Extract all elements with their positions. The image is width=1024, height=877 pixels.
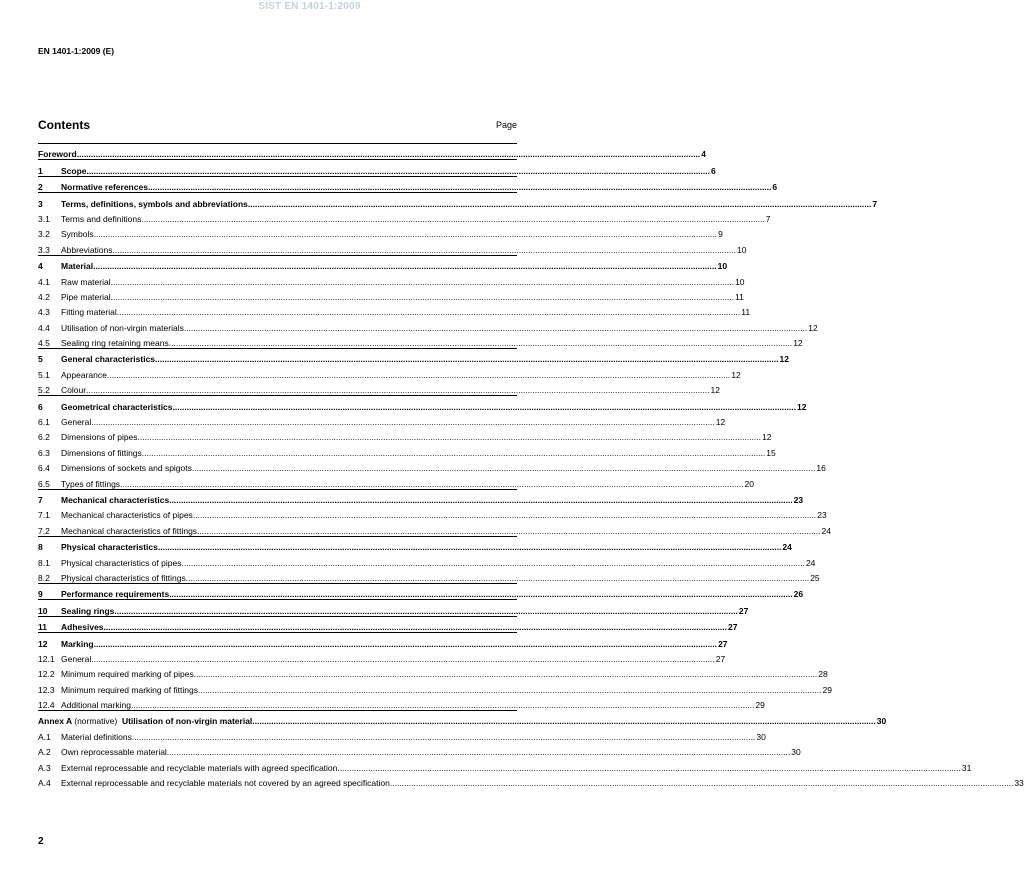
toc-entry-number: 5.2 (38, 385, 50, 396)
toc-entry-number: 12.3 (38, 684, 55, 695)
toc-entry-number: 7.2 (38, 525, 50, 536)
toc-entry-title: Foreword (38, 149, 77, 160)
toc-entry-page: 12 (808, 322, 818, 333)
toc-entry-number: 12.2 (38, 669, 55, 680)
page-number: 2 (38, 836, 44, 847)
toc-entry-page: 15 (766, 447, 776, 458)
toc-entry-title: Dimensions of sockets and spigots (61, 463, 192, 474)
toc-entry-title: Physical characteristics of fittings (61, 572, 186, 583)
toc-entry-page: 10 (717, 261, 728, 272)
toc-entry-number: 4.2 (38, 291, 50, 302)
dot-leader (107, 370, 730, 380)
toc-entry[interactable] (38, 458, 826, 474)
toc-entry[interactable] (38, 536, 792, 553)
toc-entry[interactable] (38, 473, 754, 489)
toc-entry-number: 12.4 (38, 700, 55, 711)
dot-leader (169, 589, 792, 599)
toc-entry-number: 7 (38, 494, 43, 505)
dot-leader (104, 622, 727, 632)
toc-entry[interactable] (38, 520, 831, 536)
toc-entry-title: Adhesives (61, 622, 104, 633)
annex-title: Utilisation of non-virgin material (121, 716, 253, 727)
toc-entry[interactable] (38, 679, 832, 695)
contents-title: Contents (38, 118, 90, 132)
toc-entry-title: Physical characteristics of pipes (61, 557, 182, 568)
toc-entry-title: Minimum required marking of fittings (61, 684, 198, 695)
dot-leader (91, 417, 714, 427)
toc-entry-page: 24 (782, 542, 792, 553)
dot-leader (141, 214, 764, 224)
toc-entry-page: 11 (741, 307, 751, 318)
toc-entry[interactable] (38, 427, 772, 443)
dot-leader (193, 510, 816, 520)
annex-label: Annex A (38, 716, 72, 727)
dot-leader (186, 573, 809, 583)
toc-entry[interactable] (38, 255, 728, 272)
toc-entry[interactable] (38, 412, 726, 428)
toc-entry-title: Geometrical characteristics (61, 401, 173, 412)
toc-entry[interactable] (38, 599, 749, 616)
toc-entry-number: 10 (38, 605, 48, 616)
toc-entry-number: 4.1 (38, 276, 50, 287)
toc-entry-page: 31 (961, 762, 972, 773)
toc-entry-page: 6 (710, 165, 716, 176)
toc-entry-page: 12 (796, 401, 807, 412)
toc-entry-page: 6 (772, 182, 778, 193)
toc-entry-number: 6.5 (38, 478, 50, 489)
dot-leader (198, 685, 821, 695)
toc-entry-page: 12 (710, 385, 720, 396)
dot-leader (120, 479, 743, 489)
toc-entry[interactable] (38, 489, 804, 505)
dot-leader (197, 526, 820, 536)
toc-entry-title: Minimum required marking of pipes (61, 669, 194, 680)
toc-entry-title: Normative references (61, 182, 148, 193)
toc-entry-title: Types of fittings (61, 478, 121, 489)
toc-entry-number: 4 (38, 261, 43, 272)
toc-entry[interactable] (38, 505, 827, 521)
toc-entry-page: 27 (738, 605, 749, 616)
toc-entry-page: 12 (731, 369, 741, 380)
document-id: EN 1401-1:2009 (E) (38, 46, 115, 56)
table-of-contents (38, 143, 1024, 789)
toc-entry-number: 4.5 (38, 338, 50, 349)
toc-entry[interactable] (38, 695, 765, 711)
toc-entry[interactable] (38, 239, 747, 255)
toc-entry-number: A.4 (38, 778, 51, 789)
toc-entry-number: 3.3 (38, 244, 50, 255)
toc-annex-subentry[interactable] (38, 726, 766, 742)
toc-entry-page: 27 (728, 622, 738, 633)
toc-entry-page: 23 (793, 494, 804, 505)
toc-entry-title: Mechanical characteristics (61, 494, 170, 505)
dot-leader (184, 323, 807, 333)
toc-entry-page: 4 (701, 149, 706, 160)
toc-entry-page: 12 (715, 417, 726, 428)
toc-entry[interactable] (38, 664, 828, 680)
toc-entry-title: General characteristics (61, 354, 156, 365)
annex-page: 30 (876, 716, 887, 727)
toc-entry-number: 3.2 (38, 229, 50, 240)
toc-annex-subentry[interactable] (38, 773, 1024, 789)
toc-entry-title: General (61, 653, 92, 664)
toc-entry-number: 8.1 (38, 557, 50, 568)
toc-entry-number: 6.1 (38, 417, 50, 428)
toc-entry[interactable] (38, 442, 776, 458)
dot-leader (167, 747, 790, 757)
toc-entry-page: 25 (810, 572, 820, 583)
toc-entry-page: 7 (872, 198, 878, 209)
dot-leader (248, 199, 871, 209)
toc-entry-title: Sealing rings (61, 605, 115, 616)
toc-entry[interactable] (38, 271, 745, 287)
dot-leader (91, 654, 714, 664)
toc-entry-page: 27 (718, 638, 728, 649)
dot-leader (93, 261, 716, 271)
toc-entry-title: Additional marking (61, 700, 131, 711)
toc-entry-number: 6.3 (38, 447, 50, 458)
toc-entry-page: 7 (765, 213, 771, 224)
toc-entry-title: External reprocessable and recyclable materials with agreed specification (61, 762, 338, 773)
toc-entry-title: Fitting material (61, 307, 117, 318)
dot-leader (94, 639, 717, 649)
toc-entry-page: 10 (736, 244, 747, 255)
toc-entry-title: Terms, definitions, symbols and abbreviations (61, 198, 248, 209)
toc-entry[interactable] (38, 649, 726, 664)
toc-entry-number: 4.4 (38, 322, 50, 333)
dot-leader (111, 292, 734, 302)
toc-entry-title: Colour (61, 385, 87, 396)
toc-entry-number: 7.1 (38, 510, 50, 521)
toc-entry-page: 24 (821, 525, 831, 536)
dot-leader (131, 700, 754, 710)
toc-entry-page: 30 (791, 747, 801, 758)
dot-leader (94, 229, 717, 239)
toc-entry-title: Appearance (61, 369, 107, 380)
toc-entry[interactable] (38, 568, 820, 583)
toc-entry[interactable] (38, 583, 804, 600)
dot-leader (77, 149, 700, 159)
toc-entry-title: Material (61, 261, 94, 272)
toc-entry-page: 23 (817, 510, 827, 521)
toc-entry[interactable] (38, 192, 878, 209)
toc-entry-title: Marking (61, 638, 94, 649)
toc-entry-page: 27 (715, 653, 726, 664)
toc-entry-page: 12 (762, 432, 772, 443)
toc-entry-number: 8.2 (38, 572, 50, 583)
toc-entry-title: Pipe material (61, 291, 111, 302)
toc-entry[interactable] (38, 348, 789, 365)
toc-entry-number: 6 (38, 401, 43, 412)
toc-entry[interactable] (38, 317, 818, 333)
page-column-label: Page (495, 120, 517, 130)
toc-entry-number: 2 (38, 182, 43, 193)
toc-entry-title: Symbols (61, 229, 94, 240)
toc-entry-number: 6.2 (38, 432, 50, 443)
toc-entry-number: 5 (38, 354, 43, 365)
toc-annex-entry[interactable] (38, 710, 887, 727)
toc-entry-page: 11 (735, 291, 744, 302)
toc-entry-number: 12 (38, 638, 48, 649)
toc-entry-title: Abbreviations (61, 244, 113, 255)
toc-entry[interactable] (38, 616, 738, 633)
toc-entry-page: 30 (756, 731, 766, 742)
dot-leader (337, 763, 960, 773)
toc-entry-page: 20 (744, 478, 754, 489)
toc-entry-title: Raw material (61, 276, 111, 287)
toc-entry[interactable] (38, 632, 728, 649)
toc-entry-number: 9 (38, 589, 43, 600)
toc-entry-title: Material definitions (61, 731, 132, 742)
toc-entry-page: 29 (822, 684, 832, 695)
dot-leader (173, 402, 796, 412)
annex-heading (38, 716, 252, 726)
toc-entry[interactable] (38, 333, 803, 349)
toc-entry[interactable] (38, 176, 778, 193)
dot-leader (87, 166, 710, 176)
toc-entry-number: 4.3 (38, 307, 50, 318)
dot-leader (252, 716, 875, 726)
toc-entry[interactable] (38, 143, 706, 160)
toc-entry-page: 29 (755, 700, 765, 711)
dot-leader (169, 338, 792, 348)
toc-entry-number: 8 (38, 542, 43, 553)
dot-leader (194, 669, 817, 679)
toc-entry-number: 1 (38, 165, 43, 176)
dot-leader (148, 182, 771, 192)
toc-entry-title: Scope (61, 165, 87, 176)
toc-entry[interactable] (38, 380, 720, 396)
toc-entry-title: General (61, 417, 92, 428)
dot-leader (138, 432, 761, 442)
toc-entry-title: Mechanical characteristics of pipes (61, 510, 193, 521)
toc-entry[interactable] (38, 302, 751, 318)
toc-entry-title: Sealing ring retaining means (61, 338, 169, 349)
dot-leader (132, 732, 755, 742)
toc-entry-title: Physical characteristics (61, 542, 158, 553)
toc-annex-subentry[interactable] (38, 742, 801, 758)
dot-leader (169, 495, 792, 505)
watermark: SIST EN 1401-1:2009 (258, 1, 361, 12)
toc-entry[interactable] (38, 224, 723, 240)
toc-entry-number: A.1 (38, 731, 51, 742)
dot-leader (390, 778, 1013, 788)
toc-entry-number: 3.1 (38, 213, 50, 224)
dot-leader (113, 245, 736, 255)
toc-entry-title: Dimensions of fittings (61, 447, 142, 458)
toc-entry-page: 33 (1014, 778, 1024, 789)
toc-entry-title: Performance requirements (61, 589, 170, 600)
dot-leader (142, 448, 765, 458)
dot-leader (86, 385, 709, 395)
toc-entry-title: Utilisation of non-virgin materials (61, 322, 184, 333)
toc-entry-title: Mechanical characteristics of fittings (61, 525, 198, 536)
toc-entry-title: External reprocessable and recyclable materials not covered by an agreed specification (61, 778, 390, 789)
toc-entry-number: 11 (38, 622, 47, 633)
toc-entry-page: 26 (793, 589, 804, 600)
toc-entry-number: 3 (38, 198, 43, 209)
dot-leader (192, 463, 815, 473)
toc-entry[interactable] (38, 287, 744, 302)
toc-entry-title: Terms and definitions (61, 213, 142, 224)
toc-entry-page: 10 (735, 276, 745, 287)
toc-entry-number: A.2 (38, 747, 51, 758)
toc-entry-page: 24 (805, 557, 816, 568)
toc-entry-title: Own reprocessable material (61, 747, 167, 758)
toc-entry-title: Dimensions of pipes (61, 432, 138, 443)
dot-leader (114, 606, 737, 616)
toc-entry-page: 9 (718, 229, 723, 240)
annex-qualifier: (normative) (74, 716, 118, 727)
toc-entry-page: 28 (818, 669, 828, 680)
dot-leader (158, 542, 781, 552)
toc-entry-page: 12 (779, 354, 789, 365)
toc-entry[interactable] (38, 209, 771, 224)
toc-entry[interactable] (38, 395, 807, 412)
toc-entry-number: A.3 (38, 762, 51, 773)
toc-entry[interactable] (38, 159, 716, 176)
toc-entry-page: 12 (793, 338, 803, 349)
dot-leader (155, 354, 778, 364)
dot-leader (181, 558, 804, 568)
toc-entry-page: 16 (816, 463, 826, 474)
toc-annex-subentry[interactable] (38, 757, 972, 773)
toc-entry-number: 6.4 (38, 463, 50, 474)
dot-leader (111, 277, 734, 287)
toc-entry[interactable] (38, 552, 816, 568)
dot-leader (117, 307, 740, 317)
toc-entry-number: 5.1 (38, 369, 50, 380)
toc-entry-number: 12.1 (38, 653, 55, 664)
toc-entry[interactable] (38, 364, 741, 380)
